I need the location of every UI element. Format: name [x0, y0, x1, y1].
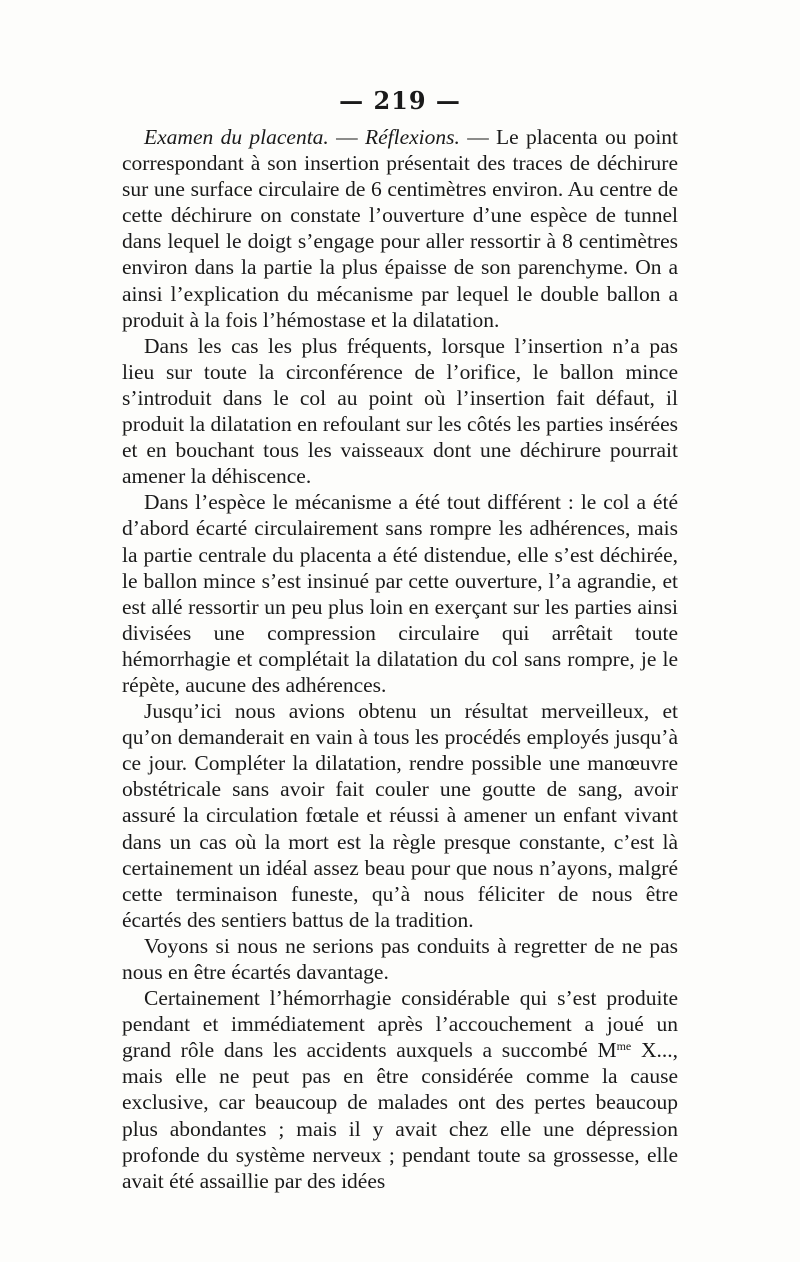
paragraph-placenta-exam — [122, 124, 678, 333]
paragraph-result: Jusqu’ici nous avions obtenu un résultat merveilleux, et qu’on demanderait en vain à tous les procédés employés jusqu’à ce jour. Compléter la dilatation, rendre possible une manœuvre obstétricale sans avoir fait couler une goutte de sang, avoir assuré la circulation fœtale et réussi à amener un enfant vivant dans un cas où la mort est la règle presque constante, c’est là certainement un idéal assez beau pour que nous n’ayons, malgré cette terminaison funeste, qu’à nous féliciter de nous être écartés des sentiers battus de la tradition. — [122, 699, 678, 932]
page-number: — 219 — — [339, 86, 461, 115]
paragraph-hemorrhage — [122, 985, 678, 1194]
paragraph-text: X..., mais elle ne peut pas en être considérée comme la cause exclusive, car beaucoup de malades ont des pertes beaucoup plus abondantes ; mais il y avait chez elle une dépression profonde du système nerveux ; pendant toute sa grossesse, elle avait été assaillie par des idées — [122, 1038, 678, 1193]
superscript-me: me — [616, 1039, 632, 1054]
body-text — [122, 124, 678, 1194]
paragraph-text: — Le placenta ou point correspondant à son insertion présentait des traces de déchirure sur une surface circulaire de 6 centimètres environ. Au centre de cette déchirure on constate l’ouverture d’une espèce de tunnel dans lequel le doigt s’engage pour aller ressortir à 8 centimètres environ dans la partie la plus épaisse de son parenchyme. On a ainsi l’explication du mécanisme par lequel le double ballon a produit à la fois l’hémostase et la dilatation. — [122, 125, 679, 332]
paragraph-mechanism: Dans l’espèce le mécanisme a été tout différent : le col a été d’abord écarté circulairement sans rompre les adhérences, mais la partie centrale du placenta a été distendue, elle s’est déchirée, le ballon mince s’est insinué par cette ouverture, l’a agrandie, et est allé ressortir un peu plus loin en exerçant sur les parties ainsi divisées une compression circulaire qui arrêtait toute hémorrhagie et complétait la dilatation du col sans rompre, je le répète, aucune des adhérences. — [122, 490, 678, 697]
paragraph-regret: Voyons si nous ne serions pas conduits à regretter de ne pas nous en être écartés davantage. — [122, 933, 678, 984]
section-heading-examen: Examen du placenta. — [144, 125, 329, 149]
paragraph-text: Certainement l’hémorrhagie considérable qui s’est produite pendant et immédiatement après l’accouchement a joué un grand rôle dans les accidents auxquels a succombé M — [122, 986, 678, 1063]
section-heading-reflexions: Réflexions. — [364, 125, 460, 149]
paragraph-frequent-cases: Dans les cas les plus fréquents, lorsque l’insertion n’a pas lieu sur toute la circonférence de l’orifice, le ballon mince s’introduit dans le col au point où l’insertion fait défaut, il produit la dilatation en refoulant sur les côtés les parties insérées et en bouchant tous les vaisseaux dont une déchirure pourrait amener la déhiscence. — [122, 333, 678, 489]
heading-separator: — — [328, 125, 365, 149]
